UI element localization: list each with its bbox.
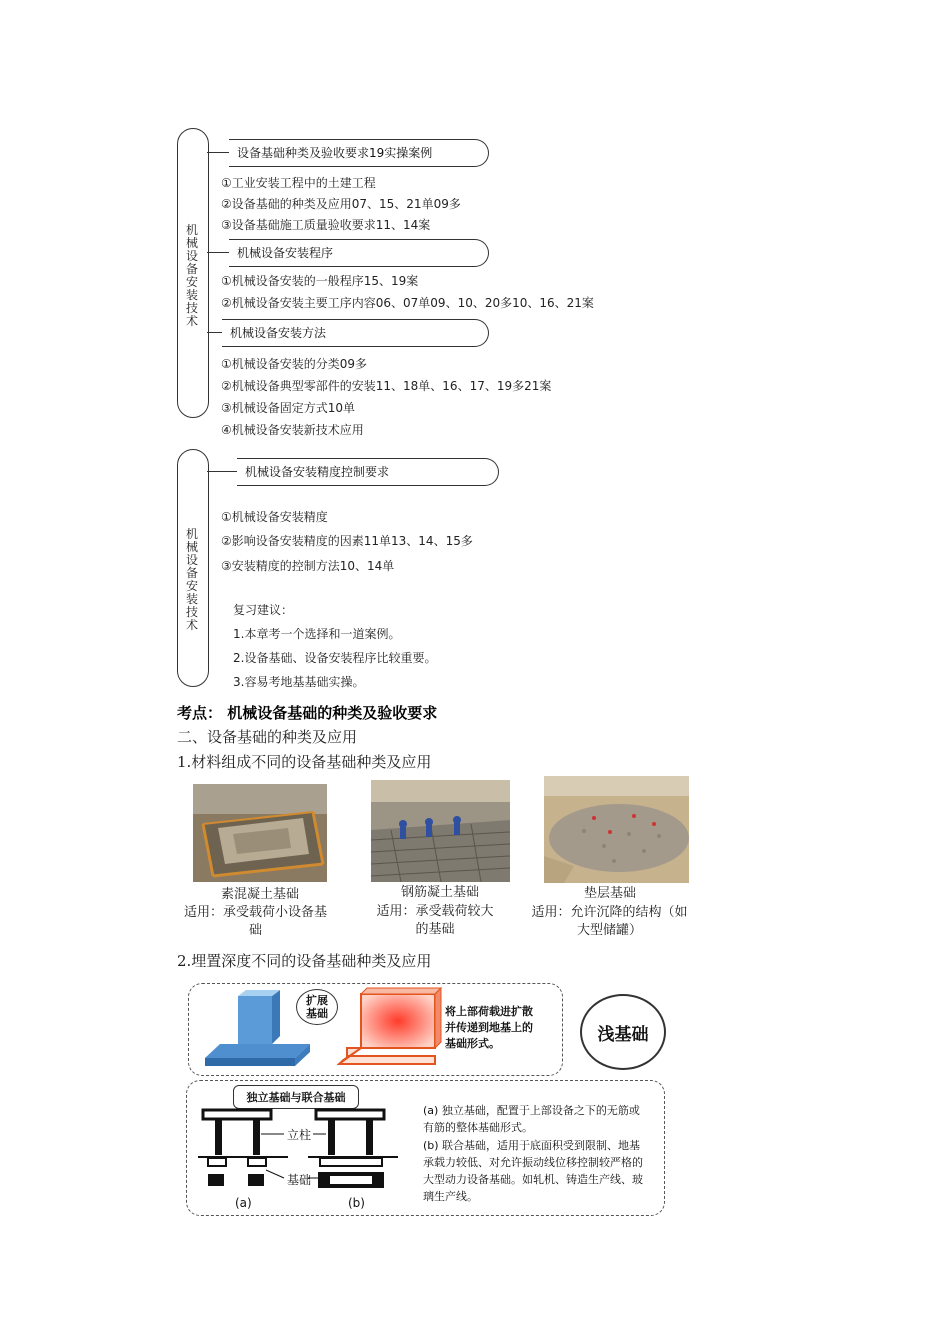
expand-label-bubble [296,989,338,1025]
shallow-foundation-label: 浅基础 [597,1024,649,1045]
section-subtitle: 1.材料组成不同的设备基础种类及应用 [177,753,432,771]
expand-description: 将上部荷载进扩散并传递到地基上的基础形式。 [445,1005,533,1050]
section-subtitle: 二、设备基础的种类及应用 [177,728,358,746]
figure-a-label: (a) [235,1196,252,1210]
reinforced-concrete-photo [371,780,510,882]
mindmap1-side-label: 机械设备安装技术 [185,223,198,328]
list-item: ①机械设备安装的一般程序15、19案 [221,274,419,288]
combined-description: (b) 联合基础，适用于底面积受到限制、地基承载力较低、对允许振动线位移控制较严格的大型动力设备基础。如轧机、铸造生产线、玻璃生产线。 [423,1139,643,1203]
list-item: ②机械设备安装主要工序内容06、07单09、10、20多10、16、21案 [221,296,594,310]
kaodian-heading: 考点： 机械设备基础的种类及验收要求 [177,704,438,722]
connector [207,332,222,333]
expand-label: 扩展基础 [306,994,328,1020]
list-item: ③机械设备固定方式10单 [221,401,356,415]
list-item: ①机械设备安装的分类09多 [221,357,368,371]
cushion-layer-photo [544,776,689,883]
list-item: ①机械设备安装精度 [221,510,328,524]
mindmap2-side-label: 机械设备安装技术 [185,527,198,632]
load-spread-illustration [337,986,443,1066]
review-title: 复习建议： [233,603,294,617]
photo-caption-title: 素混凝土基础 [220,887,299,902]
list-item: ②机械设备典型零部件的安装11、18单、16、17、19多21案 [221,379,552,393]
photo-caption-use: 适用：承受载荷小设备基础 [183,905,327,938]
section-subtitle: 2.埋置深度不同的设备基础种类及应用 [177,952,432,970]
list-item: 3.容易考地基基础实操。 [233,675,365,689]
plain-concrete-photo [193,784,327,882]
combined-box-title: 独立基础与联合基础 [246,1091,346,1104]
connector [207,152,229,153]
photo-caption-use: 适用：承受载荷较大的基础 [376,904,494,937]
list-item: 2.设备基础、设备安装程序比较重要。 [233,651,437,665]
independent-description: (a) 独立基础，配置于上部设备之下的无筋或有筋的整体基础形式。 [423,1104,640,1134]
photo-caption-title: 垫层基础 [583,886,636,901]
shallow-foundation-badge [580,994,666,1070]
list-item: ①工业安装工程中的土建工程 [221,176,376,190]
list-item: ③设备基础施工质量验收要求11、14案 [221,218,431,232]
photo-caption-title: 钢筋凝土基础 [400,885,479,900]
base-label: 基础 [287,1173,312,1187]
column-label: 立柱 [287,1128,312,1142]
branch-title-procedure: 机械设备安装程序 [229,239,489,267]
list-item: ③安装精度的控制方法10、14单 [221,559,395,573]
figure-b-label: (b) [348,1196,365,1210]
list-item: ②设备基础的种类及应用07、15、21单09多 [221,197,461,211]
branch-title-method: 机械设备安装方法 [222,319,489,347]
branch-title-precision: 机械设备安装精度控制要求 [237,458,499,486]
list-item: ④机械设备安装新技术应用 [221,423,364,437]
connector [207,471,237,472]
list-item: ②影响设备安装精度的因素11单13、14、15多 [221,534,473,548]
connector [207,252,229,253]
branch-title-foundation: 设备基础种类及验收要求19实操案例 [229,139,489,167]
list-item: 1.本章考一个选择和一道案例。 [233,627,401,641]
photo-caption-use: 适用：允许沉降的结构（如大型储罐） [531,905,688,938]
